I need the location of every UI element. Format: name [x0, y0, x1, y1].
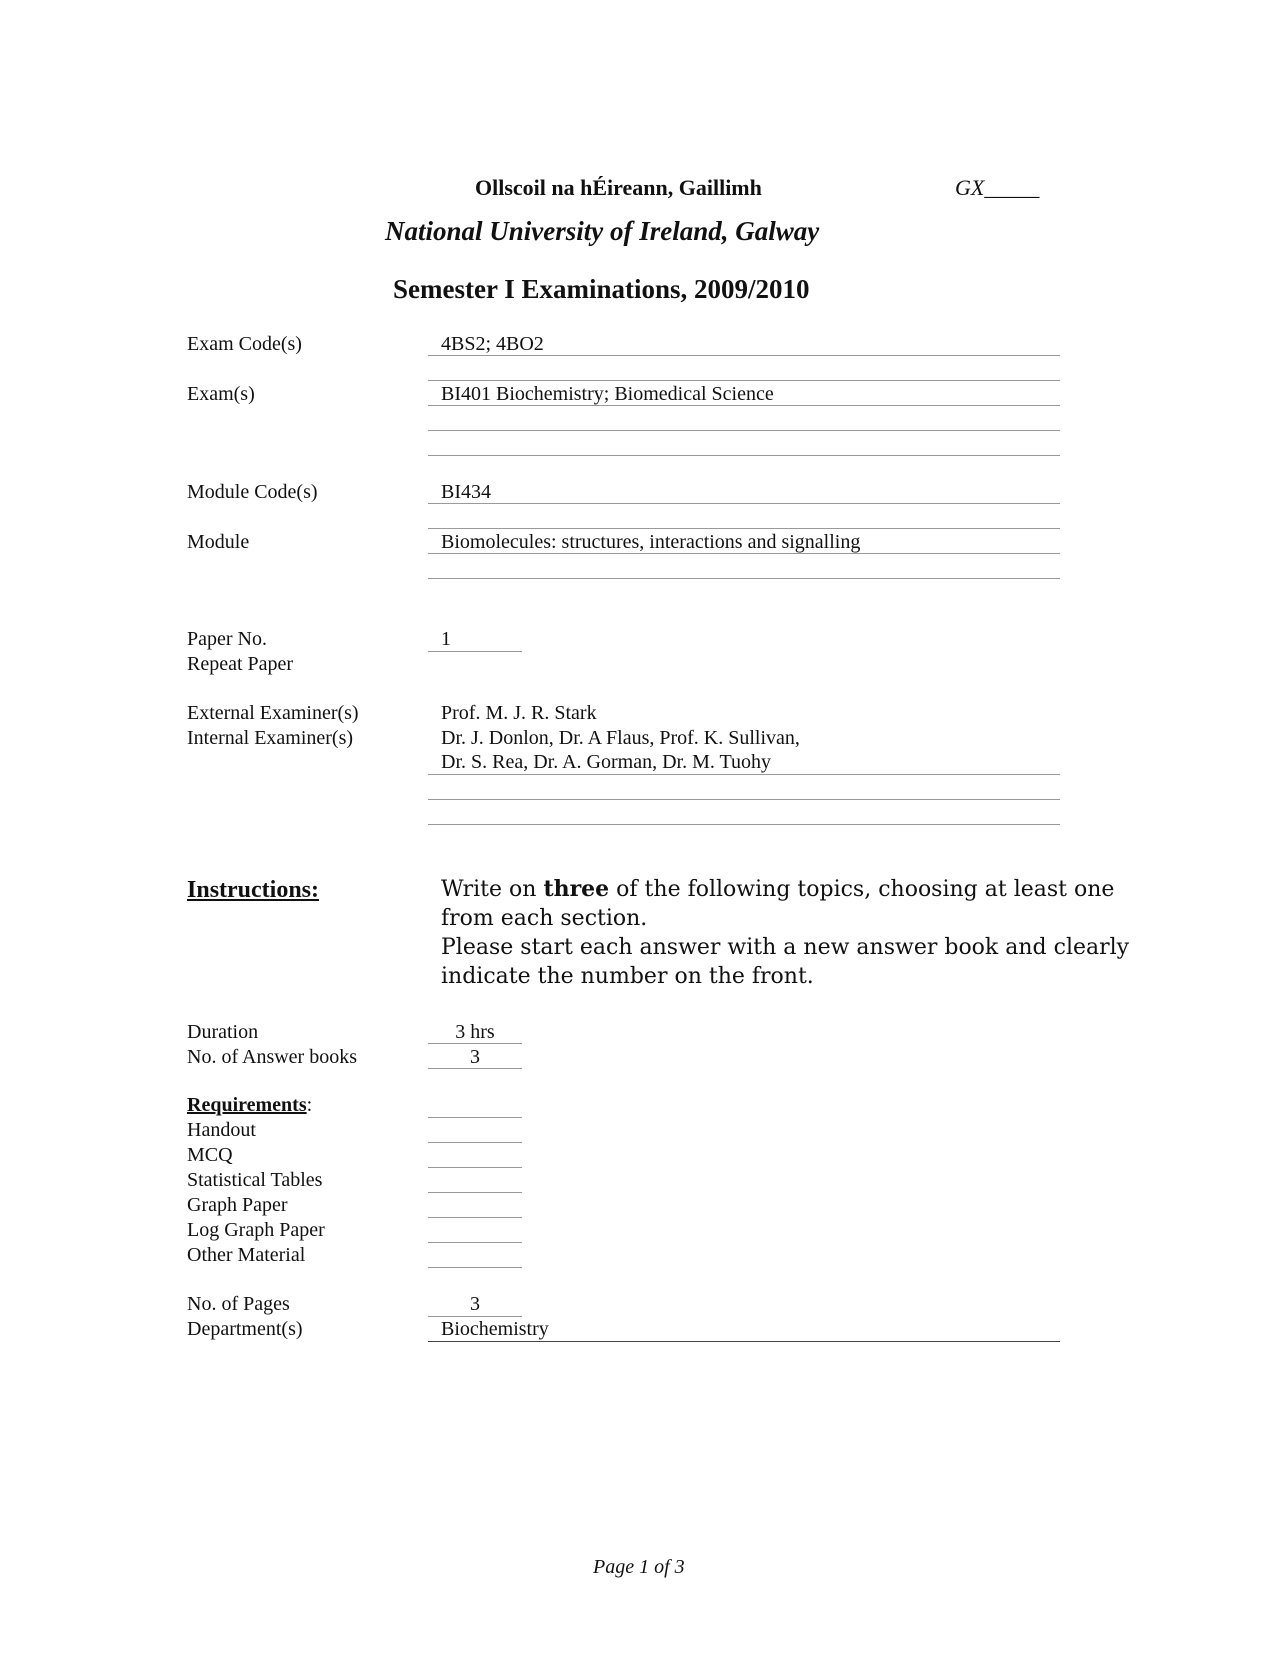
module-codes-value: BI434 — [441, 481, 491, 503]
divider — [428, 799, 1060, 800]
external-examiners-value: Prof. M. J. R. Stark — [441, 702, 597, 724]
requirement-item: Handout — [187, 1119, 256, 1141]
requirement-item: Graph Paper — [187, 1194, 288, 1216]
requirement-item: Other Material — [187, 1244, 306, 1266]
divider — [428, 1043, 522, 1044]
pages-value: 3 — [470, 1293, 480, 1315]
paper-no-label: Paper No. — [187, 628, 267, 650]
gx-code: GX_____ — [955, 175, 1040, 200]
internal-examiners-line-1: Dr. J. Donlon, Dr. A Flaus, Prof. K. Sullivan, — [441, 727, 800, 749]
internal-examiners-label: Internal Examiner(s) — [187, 727, 354, 749]
requirement-item: MCQ — [187, 1144, 233, 1166]
divider — [428, 1142, 522, 1143]
divider — [428, 578, 1060, 579]
divider — [428, 824, 1060, 825]
requirements-heading: Requirements: — [187, 1094, 313, 1116]
instructions-line-1: Write on three of the following topics, choosing at least one — [441, 876, 1115, 902]
module-label: Module — [187, 531, 250, 553]
divider — [428, 503, 1060, 504]
divider — [428, 1117, 522, 1118]
paper-no-value: 1 — [441, 628, 451, 650]
duration-value: 3 hrs — [455, 1021, 495, 1043]
irish-university-name: Ollscoil na hÉireann, Gaillimh — [475, 175, 762, 200]
answer-books-value: 3 — [470, 1046, 480, 1068]
divider — [428, 355, 1060, 356]
module-value: Biomolecules: structures, interactions and signalling — [441, 531, 861, 553]
divider — [428, 553, 1060, 554]
exam-codes-label: Exam Code(s) — [187, 333, 302, 355]
divider — [428, 455, 1060, 456]
exam-session-title: Semester I Examinations, 2009/2010 — [393, 274, 810, 304]
external-examiners-label: External Examiner(s) — [187, 702, 359, 724]
divider — [428, 380, 1060, 381]
instructions-heading: Instructions: — [187, 877, 320, 903]
divider — [428, 1167, 522, 1168]
module-codes-label: Module Code(s) — [187, 481, 318, 503]
internal-examiners-line-2: Dr. S. Rea, Dr. A. Gorman, Dr. M. Tuohy — [441, 751, 772, 773]
divider — [428, 1217, 522, 1218]
repeat-paper-label: Repeat Paper — [187, 653, 294, 675]
page-indicator: Page 1 of 3 — [593, 1556, 685, 1578]
divider — [428, 1267, 522, 1268]
instructions-line-4: indicate the number on the front. — [441, 964, 814, 989]
divider — [428, 405, 1060, 406]
english-university-name: National University of Ireland, Galway — [385, 216, 820, 246]
divider — [428, 1242, 522, 1243]
instructions-line-3: Please start each answer with a new answer book and clearly — [441, 935, 1130, 960]
pages-label: No. of Pages — [187, 1293, 290, 1315]
duration-label: Duration — [187, 1021, 259, 1043]
divider — [428, 528, 1060, 529]
exams-label: Exam(s) — [187, 383, 255, 405]
departments-label: Department(s) — [187, 1318, 303, 1340]
divider — [428, 1068, 522, 1069]
departments-value: Biochemistry — [441, 1318, 549, 1340]
divider — [428, 430, 1060, 431]
instructions-line-2: from each section. — [441, 906, 648, 931]
divider — [428, 1192, 522, 1193]
divider — [428, 774, 1060, 775]
exam-codes-value: 4BS2; 4BO2 — [441, 333, 544, 355]
divider — [428, 1341, 1060, 1342]
answer-books-label: No. of Answer books — [187, 1046, 357, 1068]
divider — [428, 651, 522, 652]
requirement-item: Statistical Tables — [187, 1169, 323, 1191]
exams-value: BI401 Biochemistry; Biomedical Science — [441, 383, 774, 405]
requirement-item: Log Graph Paper — [187, 1219, 325, 1241]
